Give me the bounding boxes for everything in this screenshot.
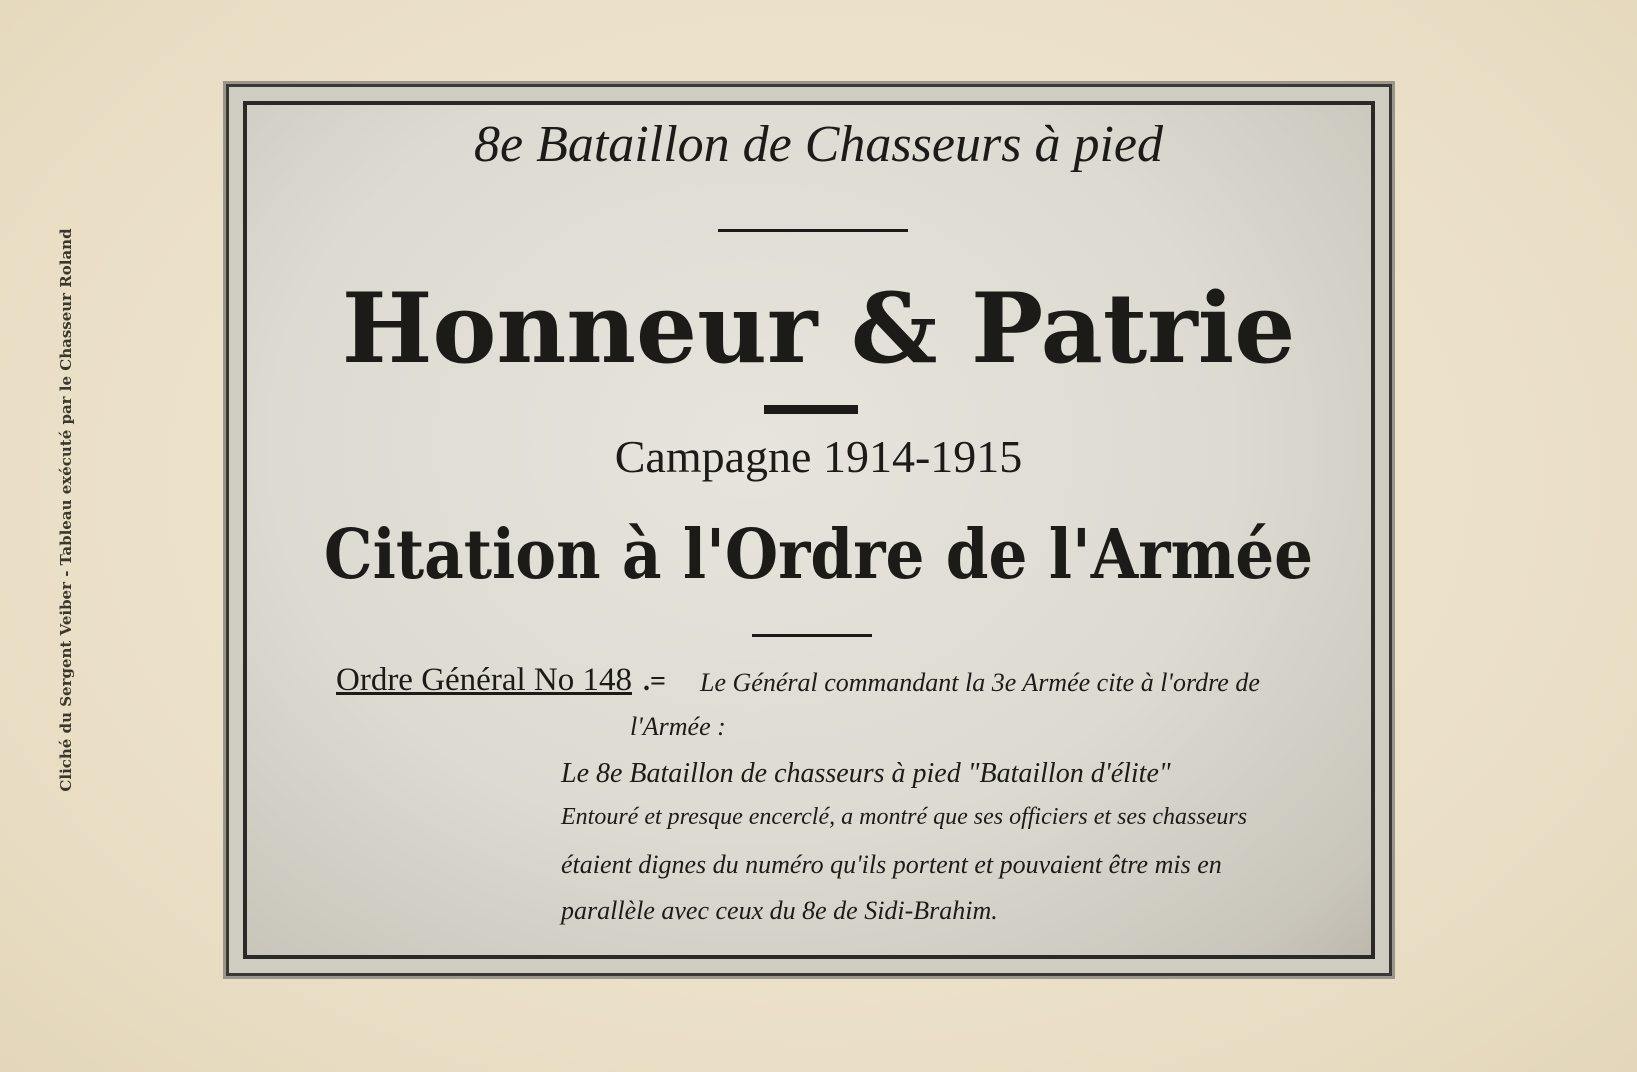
- campaign: Campagne 1914-1915: [614, 431, 1023, 482]
- body-line: étaient dignes du numéro qu'ils portent et pouvaient être mis en: [561, 850, 1222, 879]
- side-caption: Cliché du Sergent Veiber - Tableau exécuté par le Chasseur Roland: [57, 228, 75, 792]
- body-line: Le Général commandant la 3e Armée cite à l'ordre de: [700, 668, 1260, 697]
- order-separator: .=: [643, 666, 666, 697]
- body-line: Entouré et presque encerclé, a montré que ses officiers et ses chasseurs: [561, 804, 1248, 830]
- header-title: 8e Bataillon de Chasseurs à pied: [474, 116, 1163, 173]
- body-line: Le 8e Bataillon de chasseurs à pied "Bataillon d'élite": [561, 758, 1171, 789]
- divider: [718, 229, 908, 232]
- motto: Honneur & Patrie: [341, 272, 1296, 385]
- order-label: Ordre Général No 148: [336, 662, 632, 698]
- citation-title: Citation à l'Ordre de l'Armée: [323, 515, 1314, 595]
- body-line: l'Armée :: [630, 712, 726, 741]
- divider-thick: [764, 405, 858, 414]
- body-line: parallèle avec ceux du 8e de Sidi-Brahim.: [561, 896, 998, 925]
- divider: [752, 634, 872, 637]
